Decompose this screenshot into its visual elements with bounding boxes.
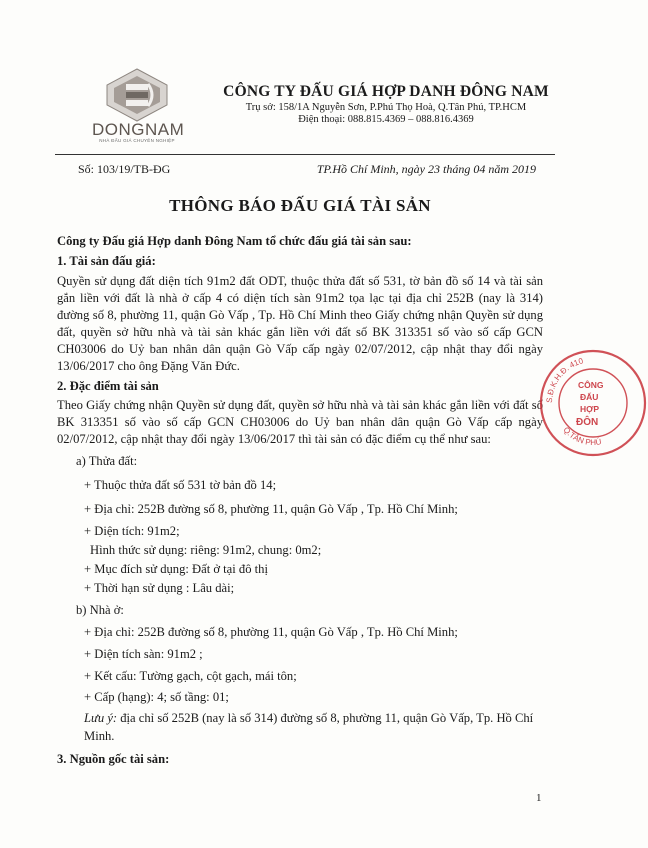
company-address: Trụ sở: 158/1A Nguyễn Sơn, P.Phú Thọ Hoà, Q.Tân Phú, TP.HCM xyxy=(245,102,527,113)
note-text: địa chỉ số 252B (nay là số 314) đường số 8, phường 11, quận Gò Vấp, Tp. Hồ Chí xyxy=(117,711,534,725)
red-seal-stamp xyxy=(538,348,648,458)
land-item: + Mục đích sử dụng: Đất ở tại đô thị xyxy=(84,562,268,576)
stamp-bottom-text: Q.TÂN PHÚ xyxy=(561,425,603,448)
dongnam-logo-icon xyxy=(106,68,168,122)
section-1-line: gắn liền với đất là nhà ở cấp 4 có diện tích sàn 91m2 tọa lạc tại địa chỉ 252B (nay là 314) xyxy=(57,291,543,305)
company-phone: Điện thoại: 088.815.4369 – 088.816.4369 xyxy=(298,114,474,125)
land-item: + Diện tích: 91m2; xyxy=(84,524,180,538)
document-date: TP.Hồ Chí Minh, ngày 23 tháng 04 năm 2019 xyxy=(316,162,536,176)
company-header xyxy=(206,83,566,125)
stamp-top-text: S.Đ.K.H.Đ. 410 xyxy=(544,356,585,404)
svg-text:Q.TÂN PHÚ xyxy=(561,425,602,447)
page-number: 1 xyxy=(536,792,542,804)
land-item: + Thời hạn sử dụng : Lâu dài; xyxy=(84,581,235,595)
company-name: CÔNG TY ĐẤU GIÁ HỢP DANH ĐÔNG NAM xyxy=(223,83,549,100)
intro-line: Công ty Đấu giá Hợp danh Đông Nam tổ chức đấu giá tài sản sau: xyxy=(57,234,412,248)
land-label: a) Thửa đất: xyxy=(76,454,138,468)
section-1-line: 13/06/2017 cho ông Đặng Văn Đức. xyxy=(57,359,240,373)
section-2-heading: 2. Đặc điểm tài sản xyxy=(57,379,159,393)
house-item: + Diện tích sàn: 91m2 ; xyxy=(84,647,203,661)
section-2-line: 02/07/2012, cập nhật thay đổi ngày 13/06/2017 thì tài sản có đặc điểm cụ thể như sau: xyxy=(57,432,491,446)
logo-wordmark: DONGNAM xyxy=(92,120,185,139)
house-item: + Địa chỉ: 252B đường số 8, phường 11, quận Gò Vấp , Tp. Hồ Chí Minh; xyxy=(84,625,458,639)
land-item: + Thuộc thửa đất số 531 tờ bản đồ 14; xyxy=(84,478,277,492)
note-line xyxy=(84,710,533,726)
section-2-line: BK 313351 số vào số cấp GCN CH03006 do Uỷ ban nhân dân quận Gò Vấp cấp ngày xyxy=(57,415,543,429)
section-2-line: Theo Giấy chứng nhận Quyền sử dụng đất, quyền sở hữu nhà và tài sản khác gắn liền với đất số xyxy=(57,398,543,412)
header-divider xyxy=(55,154,555,155)
house-label: b) Nhà ở: xyxy=(76,603,124,617)
section-1-line: Quyền sử dụng đất diện tích 91m2 đất ODT, thuộc thửa đất số 531, tờ bản đồ số 14 và tài sản xyxy=(57,274,543,288)
section-3-heading: 3. Nguồn gốc tài sản: xyxy=(57,752,170,766)
company-logo xyxy=(92,68,185,146)
section-1-line: CH03006 do Uỷ ban nhân dân quận Gò Vấp cấp ngày 02/07/2012, cập nhật thay đổi ngày xyxy=(57,342,543,356)
logo-tagline: NHÀ ĐẤU GIÁ CHUYÊN NGHIỆP xyxy=(99,138,175,143)
document-title: THÔNG BÁO ĐẤU GIÁ TÀI SẢN xyxy=(169,196,431,215)
note-label: Lưu ý: xyxy=(84,711,118,725)
section-1-line: đất, quyền sở hữu nhà và tài sản khác gắn liền với đất số BK 313351 số vào số cấp GCN xyxy=(57,325,543,339)
stamp-inner-line: CÔNG xyxy=(578,380,604,390)
stamp-inner-line: ĐÔN xyxy=(576,417,599,428)
stamp-inner-line: ĐẤU xyxy=(580,392,599,402)
note-line-continued: Minh. xyxy=(84,729,115,743)
land-usage-form: Hình thức sử dụng: riêng: 91m2, chung: 0m2; xyxy=(90,543,322,557)
land-item: + Địa chỉ: 252B đường số 8, phường 11, quận Gò Vấp , Tp. Hồ Chí Minh; xyxy=(84,502,458,516)
section-1-heading: 1. Tài sản đấu giá: xyxy=(57,254,156,268)
document-reference-number: Số: 103/19/TB-ĐG xyxy=(78,162,171,176)
house-item: + Cấp (hạng): 4; số tầng: 01; xyxy=(84,690,229,704)
section-1-line: đường số 8, phường 11, quận Gò Vấp , Tp. Hồ Chí Minh theo Giấy chứng nhận Quyền sử dụng xyxy=(57,308,543,322)
stamp-inner-line: HỢP xyxy=(580,404,600,414)
house-item: + Kết cấu: Tường gạch, cột gạch, mái tôn; xyxy=(84,669,297,683)
